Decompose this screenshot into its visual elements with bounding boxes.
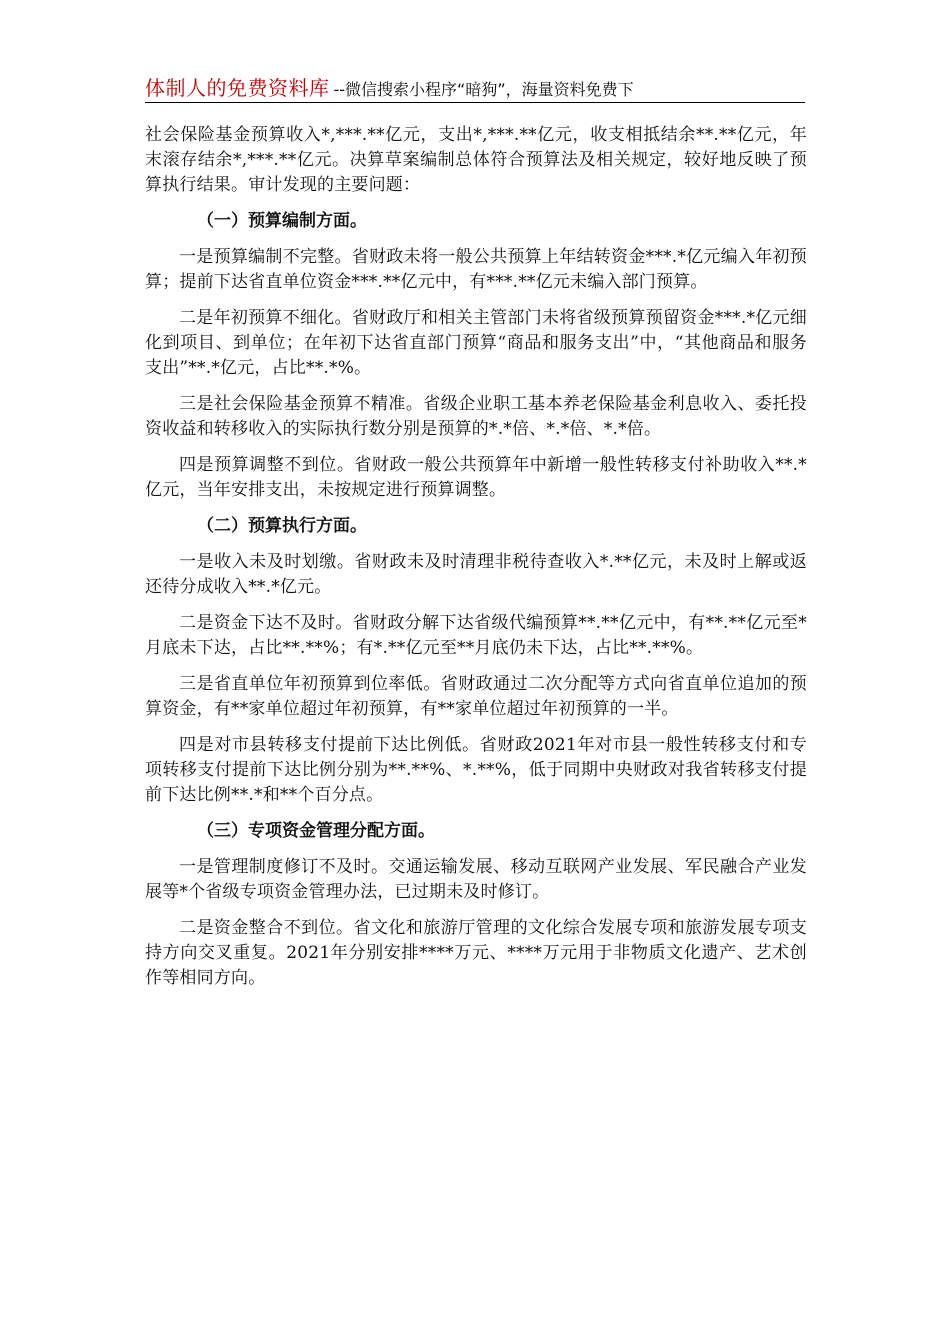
- paragraph: 三是社会保险基金预算不精准。省级企业职工基本养老保险基金利息收入、委托投资收益和转移收入的实际执行数分别是预算的*.*倍、*.*倍、*.*倍。: [145, 394, 807, 439]
- intro-paragraph: 社会保险基金预算收入*,***.**亿元，支出*,***.**亿元，收支相抵结余**.**亿元，年末滚存结余*,***.**亿元。决算草案编制总体符合预算法及相关规定，较好地反映了预算执行结果。审计发现的主要问题：: [145, 125, 807, 195]
- paragraph: 二是年初预算不细化。省财政厅和相关主管部门未将省级预算预留资金***.*亿元细化到项目、到单位；在年初下达省直部门预算“商品和服务支出”中，“其他商品和服务支出”**.*亿元，占比**.*%。: [145, 308, 807, 378]
- paragraph: 二是资金下达不及时。省财政分解下达省级代编预算**.**亿元中，有**.**亿元至*月底未下达，占比**.**%；有*.**亿元至**月底仍未下达，占比**.**%。: [145, 613, 807, 658]
- paragraph: 四是预算调整不到位。省财政一般公共预算年中新增一般性转移支付补助收入**.*亿元，当年安排支出，未按规定进行预算调整。: [145, 455, 807, 500]
- paragraph: 一是收入未及时划缴。省财政未及时清理非税待查收入*.**亿元，未及时上解或返还待分成收入**.*亿元。: [145, 552, 807, 597]
- section-heading-budget-execution: （二）预算执行方面。: [197, 516, 367, 536]
- paragraph: 三是省直单位年初预算到位率低。省财政通过二次分配等方式向省直单位追加的预算资金，有**家单位超过年初预算，有**家单位超过年初预算的一半。: [145, 674, 807, 719]
- paragraph: 一是预算编制不完整。省财政未将一般公共预算上年结转资金***.*亿元编入年初预算；提前下达省直单位资金***.**亿元中，有***.**亿元未编入部门预算。: [145, 247, 807, 292]
- paragraph: 一是管理制度修订不及时。交通运输发展、移动互联网产业发展、军民融合产业发展等*个省级专项资金管理办法，已过期未及时修订。: [145, 857, 807, 902]
- document-body: [145, 123, 807, 1002]
- document-header: [145, 72, 805, 103]
- promo-text: --微信搜索小程序“暗狗”，海量资料免费下: [333, 80, 634, 99]
- section-heading-special-funds: （三）专项资金管理分配方面。: [197, 821, 435, 841]
- paragraph: 四是对市县转移支付提前下达比例低。省财政2021年对市县一般性转移支付和专项转移支付提前下达比例分别为**.**%、*.**%，低于同期中央财政对我省转移支付提前下达比例**.*和**个百分点。: [145, 735, 807, 805]
- paragraph: 二是资金整合不到位。省文化和旅游厅管理的文化综合发展专项和旅游发展专项支持方向交叉重复。2021年分别安排****万元、****万元用于非物质文化遗产、艺术创作等相同方向。: [145, 918, 807, 988]
- brand-title: 体制人的免费资料库: [145, 76, 330, 100]
- section-heading-budget-compilation: （一）预算编制方面。: [197, 211, 367, 231]
